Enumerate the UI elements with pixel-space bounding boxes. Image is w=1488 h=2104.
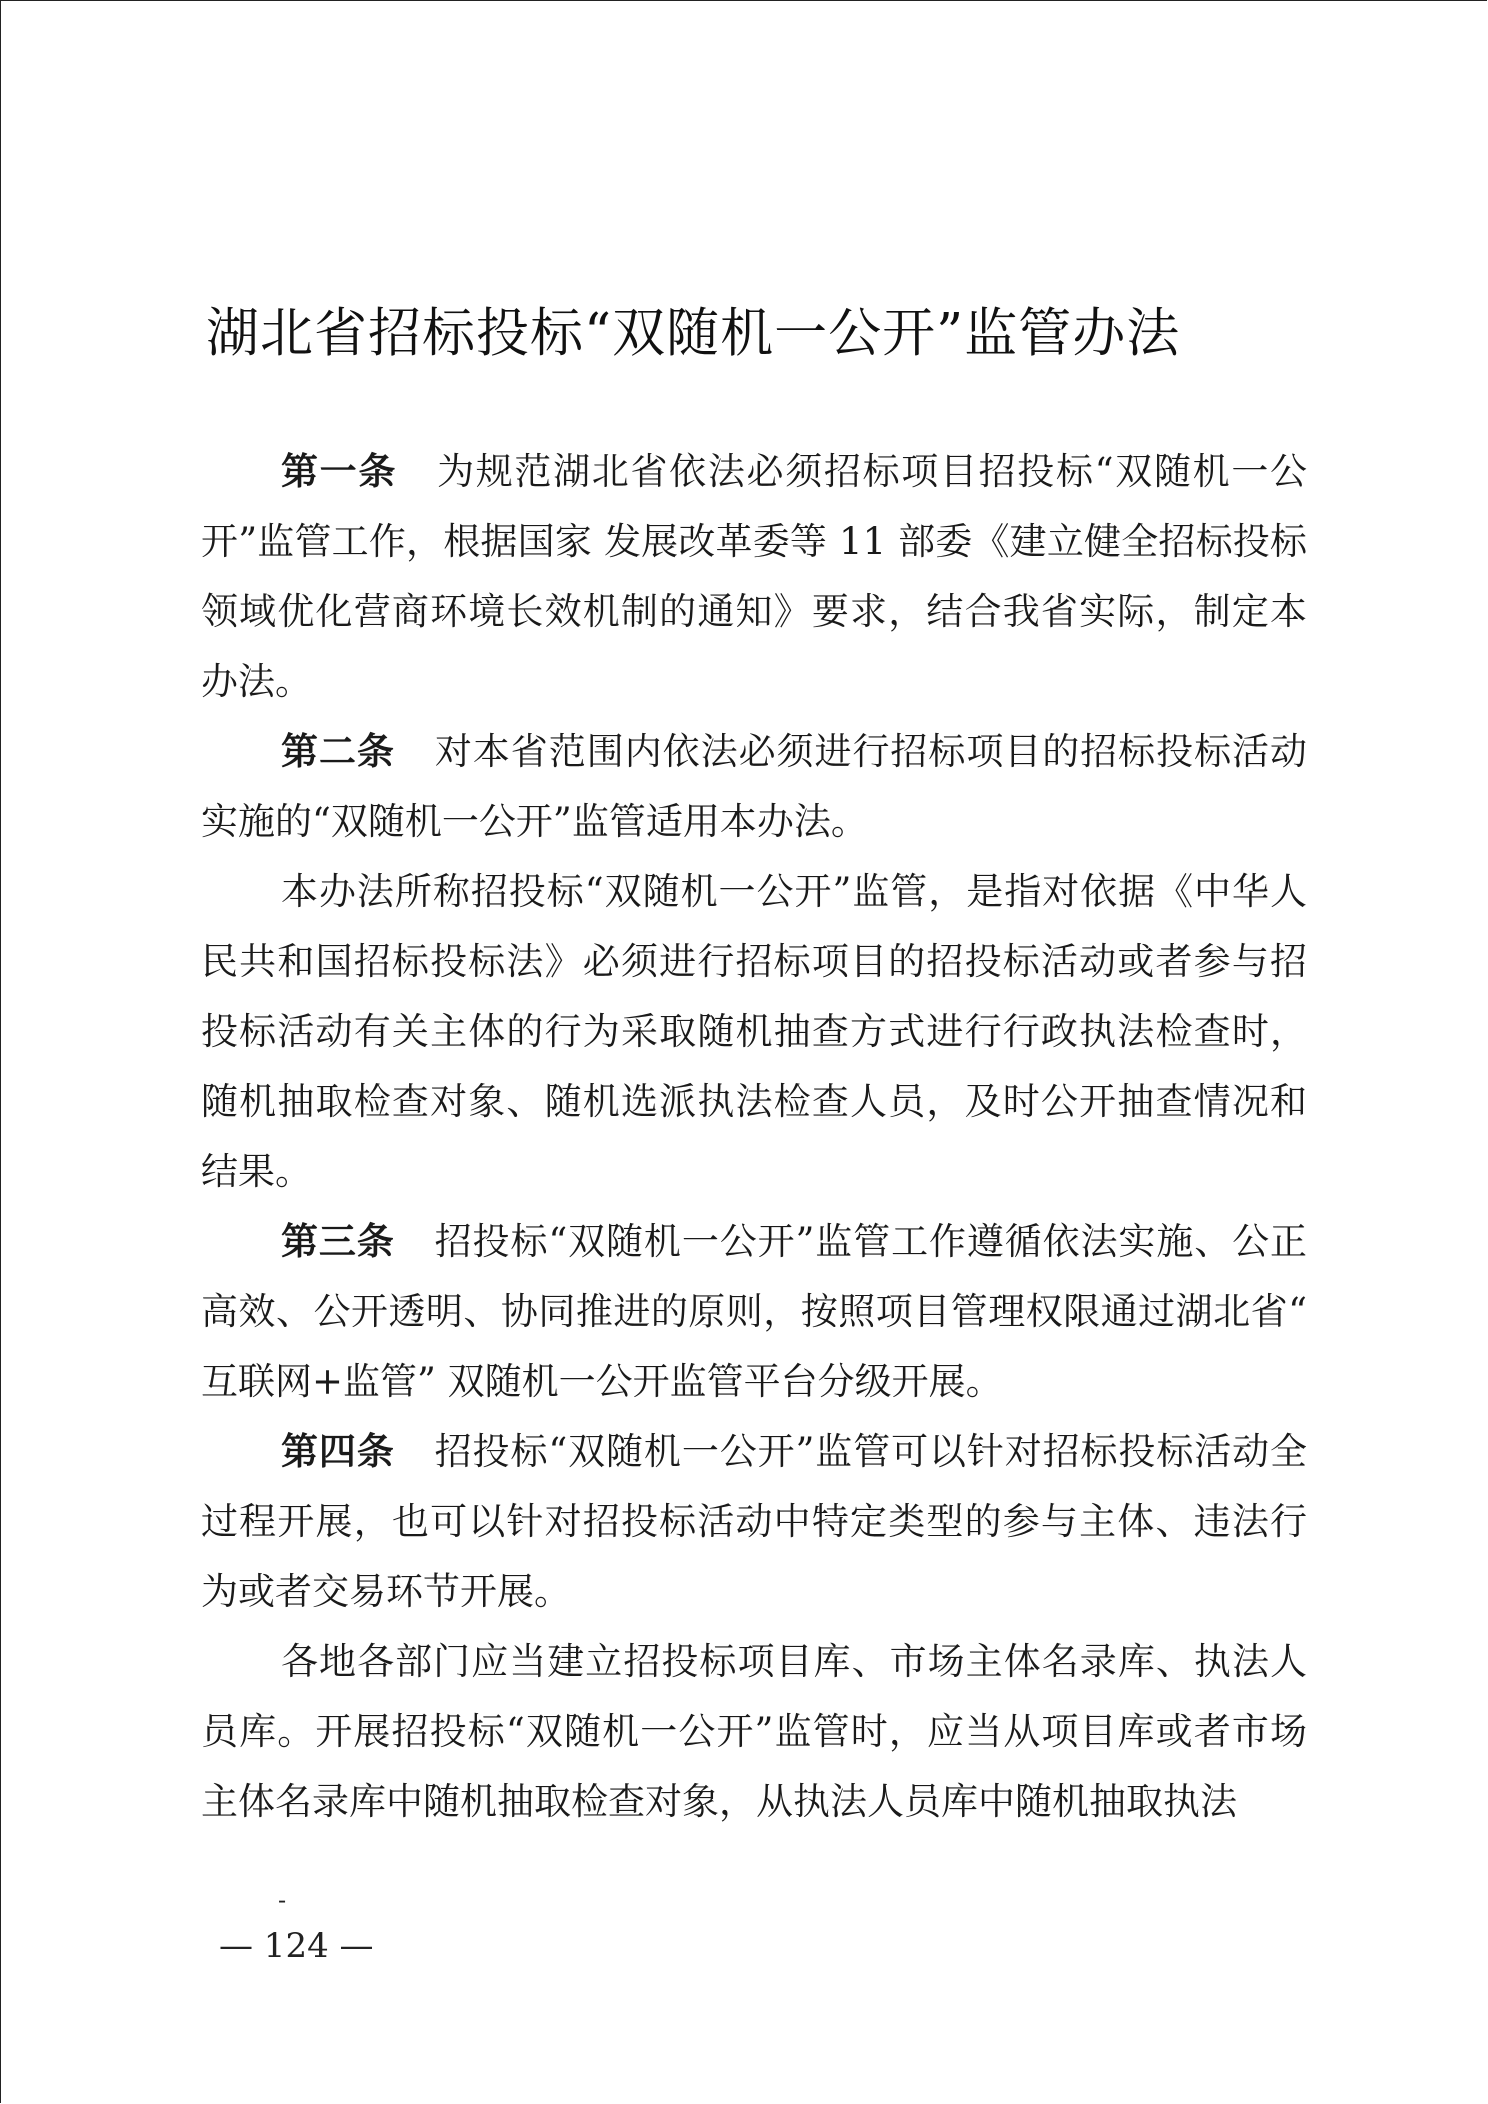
article-label: 第一条 xyxy=(281,450,398,493)
page-number: — 124 — xyxy=(219,1926,374,1966)
paragraph-text: 招投标“双随机一公开”监管可以针对招标投标活动全过程开展，也可以针对招投标活动中特定类型的参与主体、违法行为或者交易环节开展。 xyxy=(201,1430,1307,1613)
article-label: 第三条 xyxy=(281,1220,395,1263)
paragraph-article-1 xyxy=(201,437,1307,717)
paragraph-article-2 xyxy=(201,717,1307,857)
document-title: 湖北省招标投标“双随机一公开”监管办法 xyxy=(206,303,1181,364)
paragraph-article-4 xyxy=(201,1417,1307,1627)
paragraph-text: 招投标“双随机一公开”监管工作遵循依法实施、公正高效、公开透明、协同推进的原则，按照项目管理权限通过湖北省“ 互联网+监管” 双随机一公开监管平台分级开展。 xyxy=(201,1220,1307,1403)
paragraph-article-3 xyxy=(201,1207,1307,1417)
article-label: 第四条 xyxy=(281,1430,395,1473)
document-body xyxy=(201,437,1307,1837)
paragraph-text: 各地各部门应当建立招投标项目库、市场主体名录库、执法人员库。开展招投标“双随机一公开”监管时，应当从项目库或者市场主体名录库中随机抽取检查对象，从执法人员库中随机抽取执法 xyxy=(201,1640,1307,1823)
dash-mark: - xyxy=(278,1886,287,1914)
paragraph-definition xyxy=(201,857,1307,1207)
paragraph-text: 对本省范围内依法必须进行招标项目的招标投标活动实施的“双随机一公开”监管适用本办法。 xyxy=(201,730,1308,843)
article-label: 第二条 xyxy=(281,730,395,773)
paragraph-databases xyxy=(201,1627,1307,1837)
paragraph-text: 本办法所称招投标“双随机一公开”监管，是指对依据《中华人民共和国招标投标法》必须进行招标项目的招投标活动或者参与招投标活动有关主体的行为采取随机抽查方式进行行政执法检查时，随机抽取检查对象、随机选派执法检查人员，及时公开抽查情况和结果。 xyxy=(201,870,1307,1193)
paragraph-text: 为规范湖北省依法必须招标项目招投标“双随机一公开”监管工作，根据国家 发展改革委等 11 部委《建立健全招标投标领域优化营商环境长效机制的通知》要求，结合我省实际，制定本办法。 xyxy=(201,450,1308,703)
